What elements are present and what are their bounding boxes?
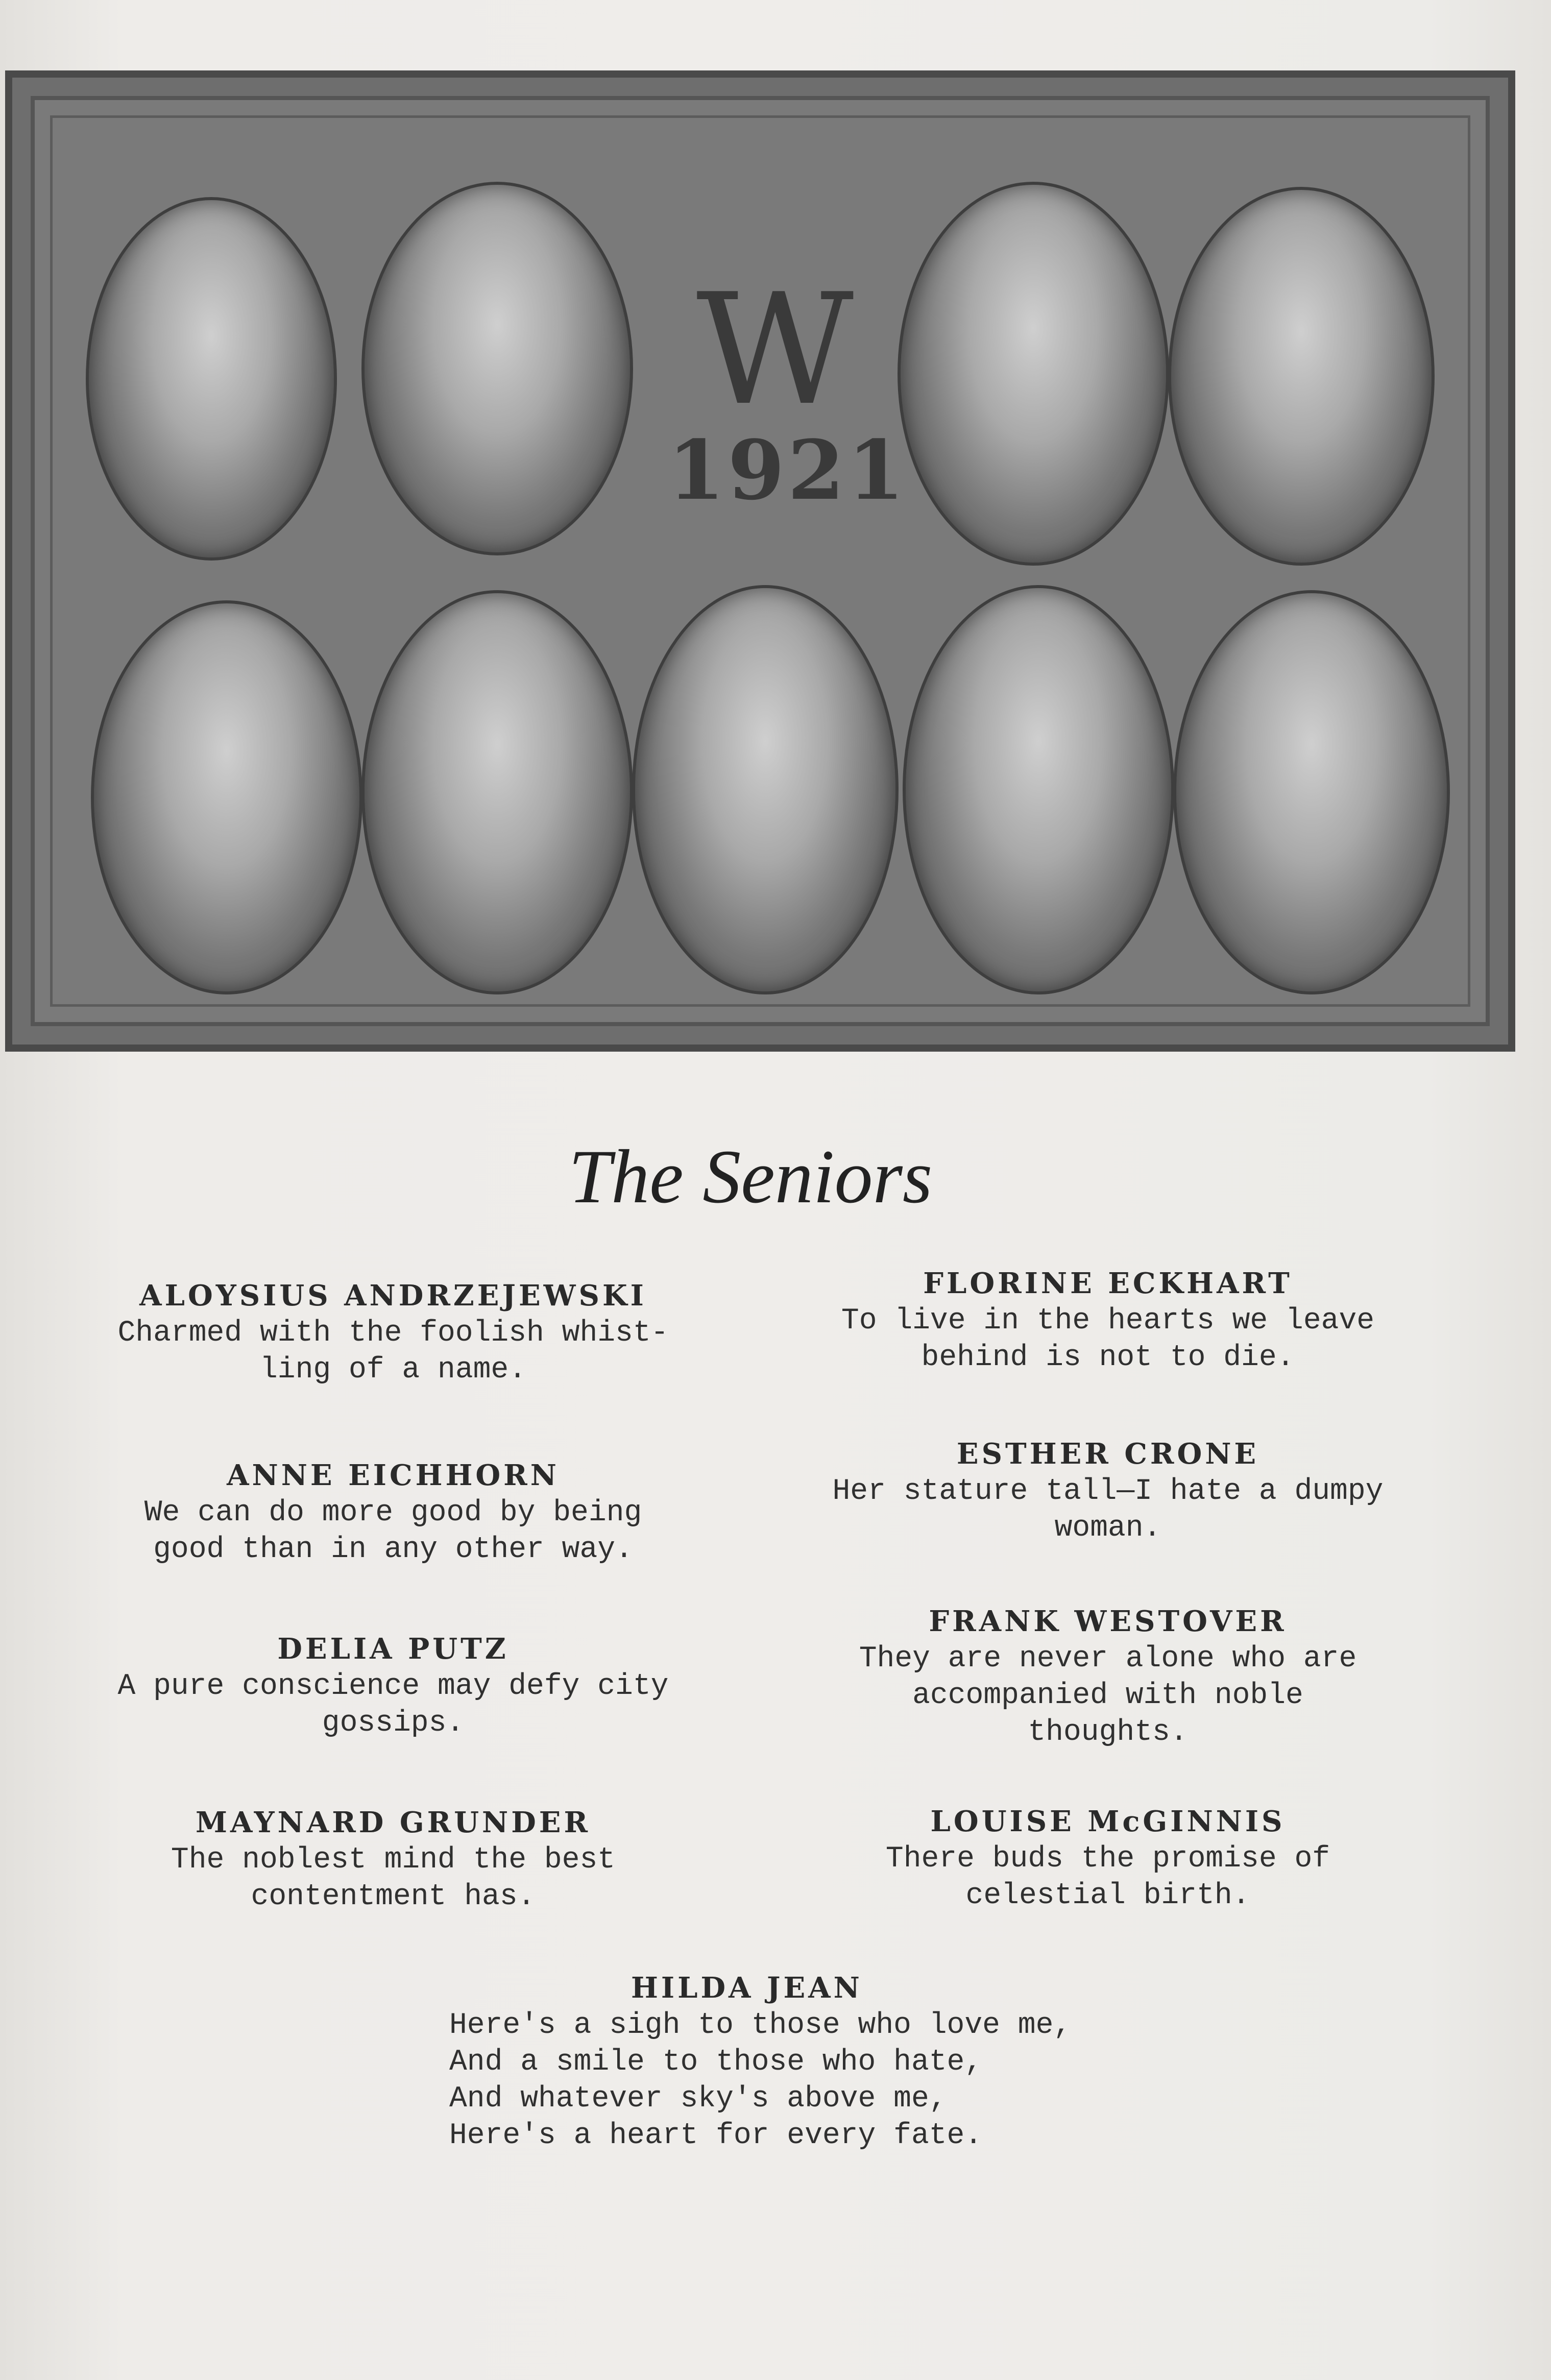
senior-quote: Her stature tall—I hate a dumpy woman. — [832, 1475, 1384, 1545]
senior-quote: They are never alone who are accompanied with noble thoughts. — [859, 1642, 1357, 1749]
portrait-oval — [91, 600, 362, 994]
portrait-oval — [632, 585, 899, 994]
senior-verse: Here's a sigh to those who love me, And a smile to those who hate, And whatever sky's above me, Here's a heart for every fate. — [449, 2009, 1072, 2152]
senior-entry — [92, 1630, 694, 1742]
senior-photo-plate — [5, 70, 1515, 1052]
senior-name: ESTHER CRONE — [956, 1437, 1259, 1471]
portrait-oval — [361, 590, 633, 994]
senior-name: LOUISE McGINNIS — [930, 1805, 1286, 1838]
senior-entry — [807, 1602, 1409, 1751]
senior-name: MAYNARD GRUNDER — [195, 1806, 591, 1839]
senior-name: FLORINE ECKHART — [923, 1267, 1293, 1300]
senior-quote: The noblest mind the best contentment has. — [171, 1843, 616, 1913]
portrait-oval — [86, 197, 337, 561]
senior-entry — [92, 1456, 694, 1568]
portrait-oval — [903, 585, 1174, 994]
senior-entry — [807, 1802, 1409, 1914]
portrait-oval — [1168, 187, 1435, 566]
portrait-oval — [1173, 590, 1450, 994]
senior-quote: There buds the promise of celestial birth. — [885, 1842, 1330, 1912]
senior-quote: A pure conscience may defy city gossips. — [117, 1670, 669, 1740]
senior-quote: We can do more good by being good than in any other way. — [144, 1496, 642, 1566]
senior-name: FRANK WESTOVER — [929, 1605, 1287, 1638]
senior-name: ALOYSIUS ANDRZEJEWSKI — [139, 1279, 647, 1313]
page-title: The Seniors — [568, 1134, 933, 1219]
senior-quote: Charmed with the foolish whist- ling of a name. — [117, 1317, 669, 1387]
plate-center-mark — [668, 261, 908, 518]
plate-year: 1921 — [668, 422, 908, 518]
plate-frame — [31, 96, 1490, 1026]
senior-entry — [807, 1264, 1409, 1376]
senior-name: ANNE EICHHORN — [227, 1459, 560, 1492]
portrait-oval — [361, 182, 633, 555]
senior-name: DELIA PUTZ — [277, 1632, 509, 1666]
school-monogram: W — [696, 261, 854, 439]
senior-quote: To live in the hearts we leave behind is not to die. — [841, 1304, 1375, 1374]
senior-entry — [92, 1276, 694, 1389]
portrait-oval — [898, 182, 1169, 566]
senior-entry-final — [449, 1969, 1164, 2154]
senior-entry — [92, 1803, 694, 1915]
senior-name: HILDA JEAN — [631, 1971, 863, 2005]
senior-entry — [807, 1435, 1409, 1547]
